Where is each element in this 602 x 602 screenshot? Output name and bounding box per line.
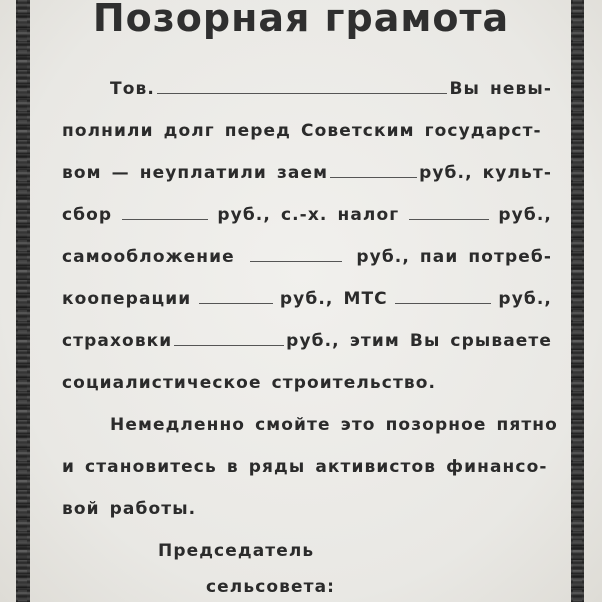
line-3-part-a: вом — неуплатили заем bbox=[62, 163, 329, 183]
agri-tax-blank-field bbox=[409, 205, 489, 220]
line-4-part-c: руб., bbox=[498, 205, 552, 225]
council-label: сельсовета: bbox=[206, 577, 336, 597]
line-8-part-a: социалистическое строительство. bbox=[62, 373, 437, 393]
line-3-part-b: руб., культ- bbox=[419, 163, 552, 183]
line-5-part-a: самообложение bbox=[62, 247, 235, 267]
text-line-3 bbox=[62, 163, 552, 183]
line-11-part-a: вой работы. bbox=[62, 499, 197, 519]
line-9-part-a: Немедленно смойте это позорное пятно bbox=[110, 415, 558, 435]
line-7-part-a: страховки bbox=[62, 331, 173, 351]
left-border-ornament bbox=[16, 0, 30, 602]
text-line-1 bbox=[62, 79, 552, 99]
text-line-10 bbox=[62, 457, 552, 477]
line-6-part-c: руб., bbox=[498, 289, 552, 309]
text-line-4 bbox=[62, 205, 552, 225]
text-line-11 bbox=[62, 499, 552, 519]
self-taxation-blank-field bbox=[250, 247, 342, 262]
text-line-5 bbox=[62, 247, 552, 267]
line-1-part-b: Вы невы- bbox=[449, 79, 552, 99]
cooperative-blank-field bbox=[199, 289, 273, 304]
insurance-blank-field bbox=[174, 331, 284, 346]
line-6-part-a: кооперации bbox=[62, 289, 192, 309]
line-6-part-b: руб., МТС bbox=[279, 289, 388, 309]
line-4-part-b: руб., с.-х. налог bbox=[217, 205, 400, 225]
mts-blank-field bbox=[395, 289, 491, 304]
text-line-6 bbox=[62, 289, 552, 309]
name-blank-field bbox=[157, 79, 447, 94]
loan-blank-field bbox=[330, 163, 417, 178]
text-line-2 bbox=[62, 121, 552, 141]
text-line-7 bbox=[62, 331, 552, 351]
text-line-8 bbox=[62, 373, 552, 393]
line-1-part-a: Тов. bbox=[110, 79, 155, 99]
line-4-part-a: сбор bbox=[62, 205, 113, 225]
line-7-part-b: руб., этим Вы срываете bbox=[286, 331, 552, 351]
right-border-ornament bbox=[571, 0, 584, 602]
line-10-part-a: и становитесь в ряды активистов финансо- bbox=[62, 457, 548, 477]
chairman-label: Председатель bbox=[158, 541, 315, 561]
document-title: Позорная грамота bbox=[92, 0, 510, 40]
culture-fee-blank-field bbox=[122, 205, 208, 220]
text-line-9 bbox=[110, 415, 558, 435]
line-5-part-b: руб., паи потреб- bbox=[356, 247, 552, 267]
line-2-part-a: полнили долг перед Советским государст- bbox=[62, 121, 542, 141]
